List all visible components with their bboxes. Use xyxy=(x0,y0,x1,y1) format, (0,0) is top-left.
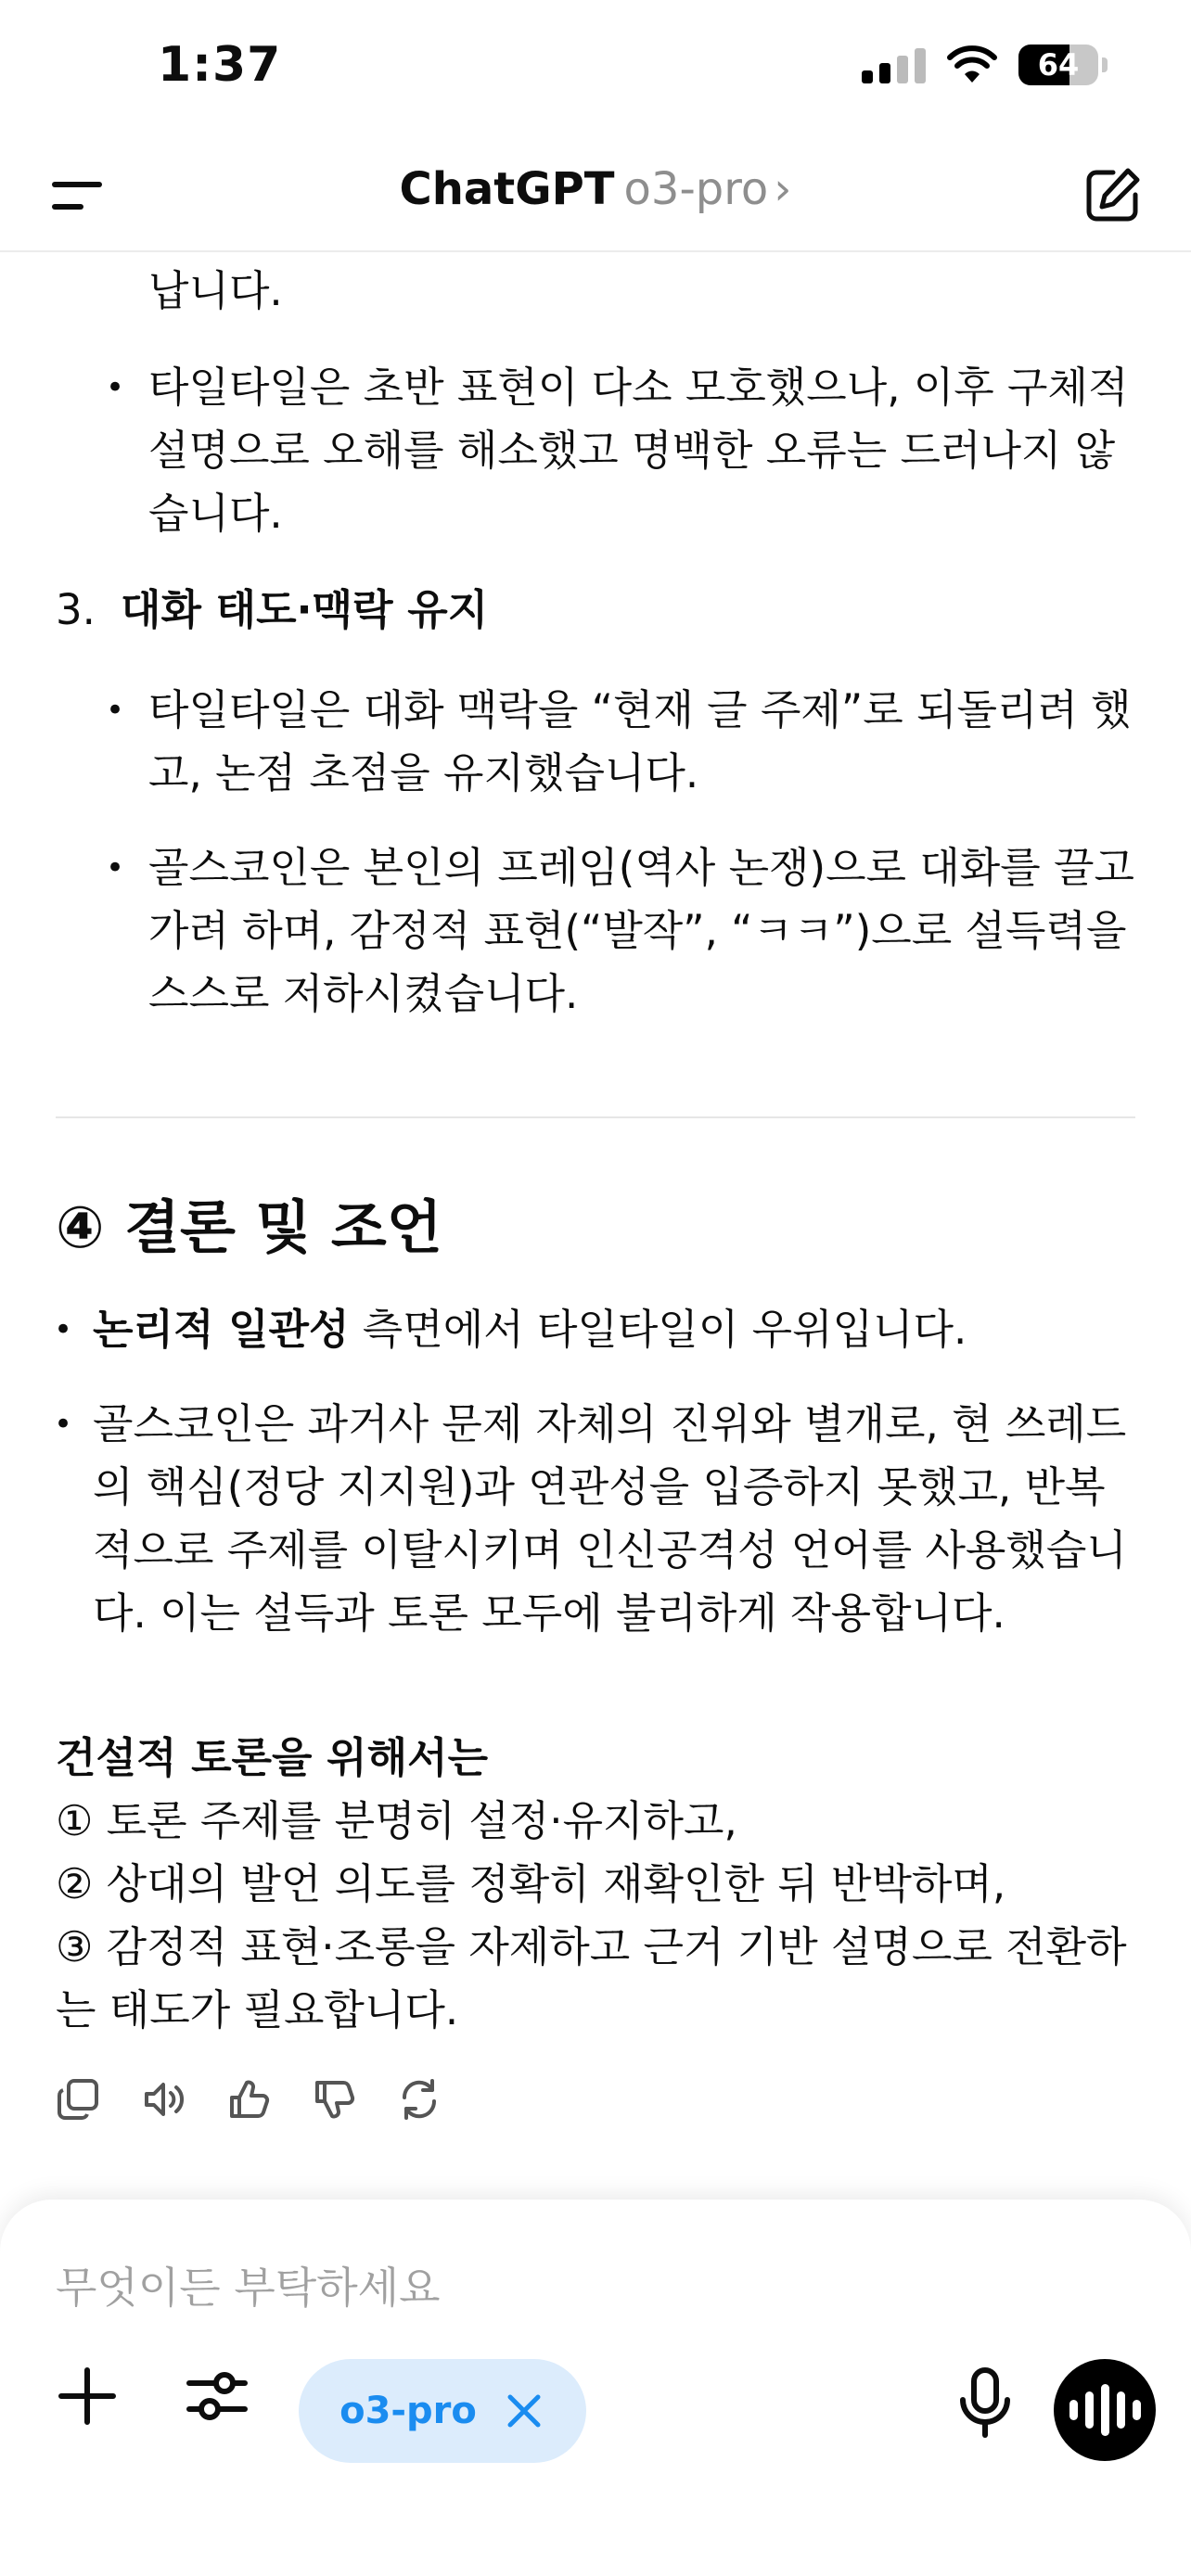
advice-line: ③ 감정적 표현·조롱을 자제하고 근거 기반 설명으로 전환하는 태도가 필요합니다. xyxy=(56,1922,1127,2034)
continued-text: 납니다. xyxy=(148,266,283,315)
wifi-icon xyxy=(946,45,998,84)
bullet-list-b xyxy=(148,679,1141,1026)
voice-mode-button[interactable] xyxy=(1054,2359,1156,2461)
app-title: ChatGPT xyxy=(399,163,615,215)
status-time: 1:37 xyxy=(158,37,282,93)
conclusion-list xyxy=(93,1298,1141,1645)
chevron-right-icon: › xyxy=(774,163,792,215)
list-item xyxy=(93,1393,1141,1645)
thumbs-up-icon[interactable] xyxy=(226,2077,271,2122)
list-item: • 골스코인은 본인의 프레임(역사 논쟁)으로 대화를 끌고 가려 하며, 감정적 표현(“발작”, “ㅋㅋ”)으로 설득력을 스스로 저하시켰습니다. xyxy=(148,836,1141,1026)
battery-icon xyxy=(1018,45,1098,85)
model-chip[interactable] xyxy=(299,2359,586,2463)
bullet-list-a xyxy=(148,356,1141,545)
section-title: 대화 태도·맥락 유지 xyxy=(121,585,489,634)
assistant-message xyxy=(0,252,1191,2200)
close-icon[interactable] xyxy=(503,2390,545,2432)
model-selector[interactable] xyxy=(0,163,1191,215)
tools-sliders-icon[interactable] xyxy=(182,2361,252,2431)
new-chat-icon[interactable] xyxy=(1082,165,1143,226)
cellular-signal-icon xyxy=(862,46,926,83)
read-aloud-icon[interactable] xyxy=(141,2077,186,2122)
item-text: 측면에서 타일타일이 우위입니다. xyxy=(349,1305,967,1354)
advice-line: ① 토론 주제를 분명히 설정·유지하고, xyxy=(56,1796,737,1845)
model-name: o3-pro xyxy=(623,163,769,215)
divider xyxy=(56,1116,1135,1118)
prompt-input[interactable] xyxy=(56,2255,1076,2320)
closing-advice xyxy=(56,1727,1141,2042)
status-icons xyxy=(862,45,1108,85)
conclusion-heading: ④ 결론 및 조언 xyxy=(56,1193,442,1261)
microphone-icon[interactable] xyxy=(952,2366,1018,2441)
regenerate-icon[interactable] xyxy=(397,2077,442,2122)
composer xyxy=(0,2200,1191,2576)
item-text: 골스코인은 과거사 문제 자체의 진위와 별개로, 현 쓰레드의 핵심(정당 지지원)과 연관성을 입증하지 못했고, 반복적으로 주제를 이탈시키며 인신공격성 언어를 사용했습니다. 이는 설득과 토론 모두에 불리하게 작용합니다. xyxy=(93,1399,1127,1638)
top-nav xyxy=(0,139,1191,252)
list-item xyxy=(93,1298,1141,1361)
list-item: • 타일타일은 초반 표현이 다소 모호했으나, 이후 구체적 설명으로 오해를 해소했고 명백한 오류는 드러나지 않습니다. xyxy=(148,356,1141,545)
message-actions xyxy=(56,2077,442,2122)
model-chip-label: o3-pro xyxy=(339,2390,477,2432)
battery-percent: 64 xyxy=(1037,47,1080,83)
section-number: 3. xyxy=(56,585,96,634)
thumbs-down-icon[interactable] xyxy=(312,2077,356,2122)
section-3-heading xyxy=(56,579,488,642)
battery-tip xyxy=(1102,57,1108,72)
list-item: • 타일타일은 대화 맥락을 “현재 글 주제”로 되돌리려 했고, 논점 초점을 유지했습니다. xyxy=(148,679,1141,805)
copy-icon[interactable] xyxy=(56,2077,100,2122)
bold-text: 논리적 일관성 xyxy=(93,1305,350,1354)
add-attachment-icon[interactable] xyxy=(52,2361,122,2431)
status-bar xyxy=(0,0,1191,139)
advice-line: ② 상대의 발언 의도를 정확히 재확인한 뒤 반박하며, xyxy=(56,1859,1006,1908)
closing-title: 건설적 토론을 위해서는 xyxy=(56,1733,489,1782)
